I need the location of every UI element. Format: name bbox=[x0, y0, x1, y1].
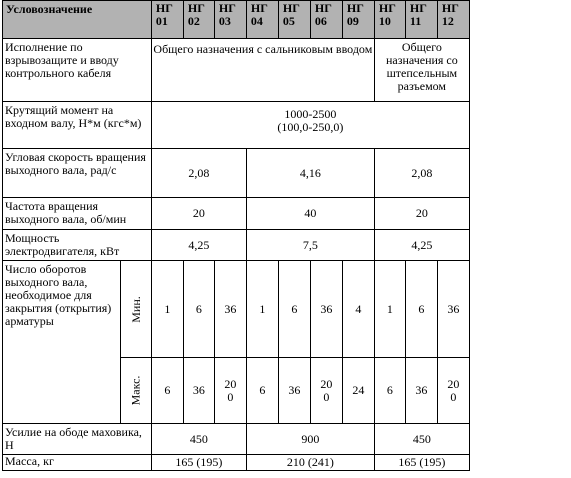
model-header: НГ 12 bbox=[437, 1, 469, 39]
rotation-freq-value: 20 bbox=[151, 198, 246, 230]
model-header: НГ 05 bbox=[278, 1, 310, 39]
mass-value: 210 (241) bbox=[246, 455, 374, 471]
angular-speed-value: 2,08 bbox=[374, 149, 469, 198]
min-value: 36 bbox=[437, 261, 469, 358]
torque-value bbox=[151, 102, 469, 149]
min-value: 6 bbox=[183, 261, 214, 358]
rotation-freq-value: 40 bbox=[246, 198, 374, 230]
rim-force-value: 900 bbox=[246, 424, 374, 455]
max-label-cell bbox=[121, 358, 152, 424]
header-row bbox=[3, 1, 470, 39]
max-value: 36 bbox=[405, 358, 437, 424]
min-value: 4 bbox=[342, 261, 374, 358]
model-header: НГ 01 bbox=[151, 1, 183, 39]
max-value: 20 0 bbox=[437, 358, 469, 424]
power-label: Мощность электродвигателя, кВт bbox=[3, 230, 152, 261]
torque-value-line1: 1000-2500 bbox=[284, 107, 337, 121]
max-value: 36 bbox=[278, 358, 310, 424]
torque-label: Крутящий момент на входном валу, Н*м (кгс*м) bbox=[3, 102, 152, 149]
table-row bbox=[3, 102, 470, 149]
execution-group-a: Общего назначения с сальниковым вводом bbox=[151, 39, 374, 102]
header-label: Условозначение bbox=[3, 1, 152, 39]
power-value: 4,25 bbox=[151, 230, 246, 261]
model-header: НГ 11 bbox=[405, 1, 437, 39]
model-header: НГ 09 bbox=[342, 1, 374, 39]
torque-value-line2: (100,0-250,0) bbox=[277, 120, 344, 134]
model-header: НГ 10 bbox=[374, 1, 405, 39]
min-value: 1 bbox=[374, 261, 405, 358]
power-value: 7,5 bbox=[246, 230, 374, 261]
min-value: 36 bbox=[214, 261, 246, 358]
execution-group-b: Общего назначения со штепсельным разъемом bbox=[374, 39, 469, 102]
specification-table bbox=[2, 0, 470, 471]
mass-value: 165 (195) bbox=[151, 455, 246, 471]
min-label-cell bbox=[121, 261, 152, 358]
execution-label: Исполнение по взрывозащите и вводу контрольного кабеля bbox=[3, 39, 152, 102]
table-row bbox=[3, 424, 470, 455]
model-header: НГ 04 bbox=[246, 1, 278, 39]
min-value: 1 bbox=[246, 261, 278, 358]
rim-force-value: 450 bbox=[151, 424, 246, 455]
max-value: 36 bbox=[183, 358, 214, 424]
table-row bbox=[3, 149, 470, 198]
model-header: НГ 02 bbox=[183, 1, 214, 39]
power-value: 4,25 bbox=[374, 230, 469, 261]
max-value: 24 bbox=[342, 358, 374, 424]
model-header: НГ 06 bbox=[310, 1, 342, 39]
table-row bbox=[3, 39, 470, 102]
min-value: 6 bbox=[278, 261, 310, 358]
angular-speed-value: 4,16 bbox=[246, 149, 374, 198]
max-value: 20 0 bbox=[214, 358, 246, 424]
table-row bbox=[3, 230, 470, 261]
min-label: Мин. bbox=[128, 295, 143, 323]
rim-force-value: 450 bbox=[374, 424, 469, 455]
table-row bbox=[3, 198, 470, 230]
min-value: 36 bbox=[310, 261, 342, 358]
revolutions-label: Число оборотов выходного вала, необходимое для закрытия (открытия) арматуры bbox=[3, 261, 121, 424]
mass-label: Масса, кг bbox=[3, 455, 152, 471]
model-header: НГ 03 bbox=[214, 1, 246, 39]
table-row bbox=[3, 261, 470, 358]
max-label: Макс. bbox=[128, 375, 143, 406]
rim-force-label: Усилие на ободе маховика, Н bbox=[3, 424, 152, 455]
rotation-freq-value: 20 bbox=[374, 198, 469, 230]
min-value: 1 bbox=[151, 261, 183, 358]
rotation-freq-label: Частота вращения выходного вала, об/мин bbox=[3, 198, 152, 230]
mass-value: 165 (195) bbox=[374, 455, 469, 471]
min-value: 6 bbox=[405, 261, 437, 358]
table-row bbox=[3, 455, 470, 471]
angular-speed-value: 2,08 bbox=[151, 149, 246, 198]
angular-speed-label: Угловая скорость вращения выходного вала, рад/с bbox=[3, 149, 152, 198]
max-value: 6 bbox=[374, 358, 405, 424]
max-value: 6 bbox=[246, 358, 278, 424]
max-value: 20 0 bbox=[310, 358, 342, 424]
max-value: 6 bbox=[151, 358, 183, 424]
